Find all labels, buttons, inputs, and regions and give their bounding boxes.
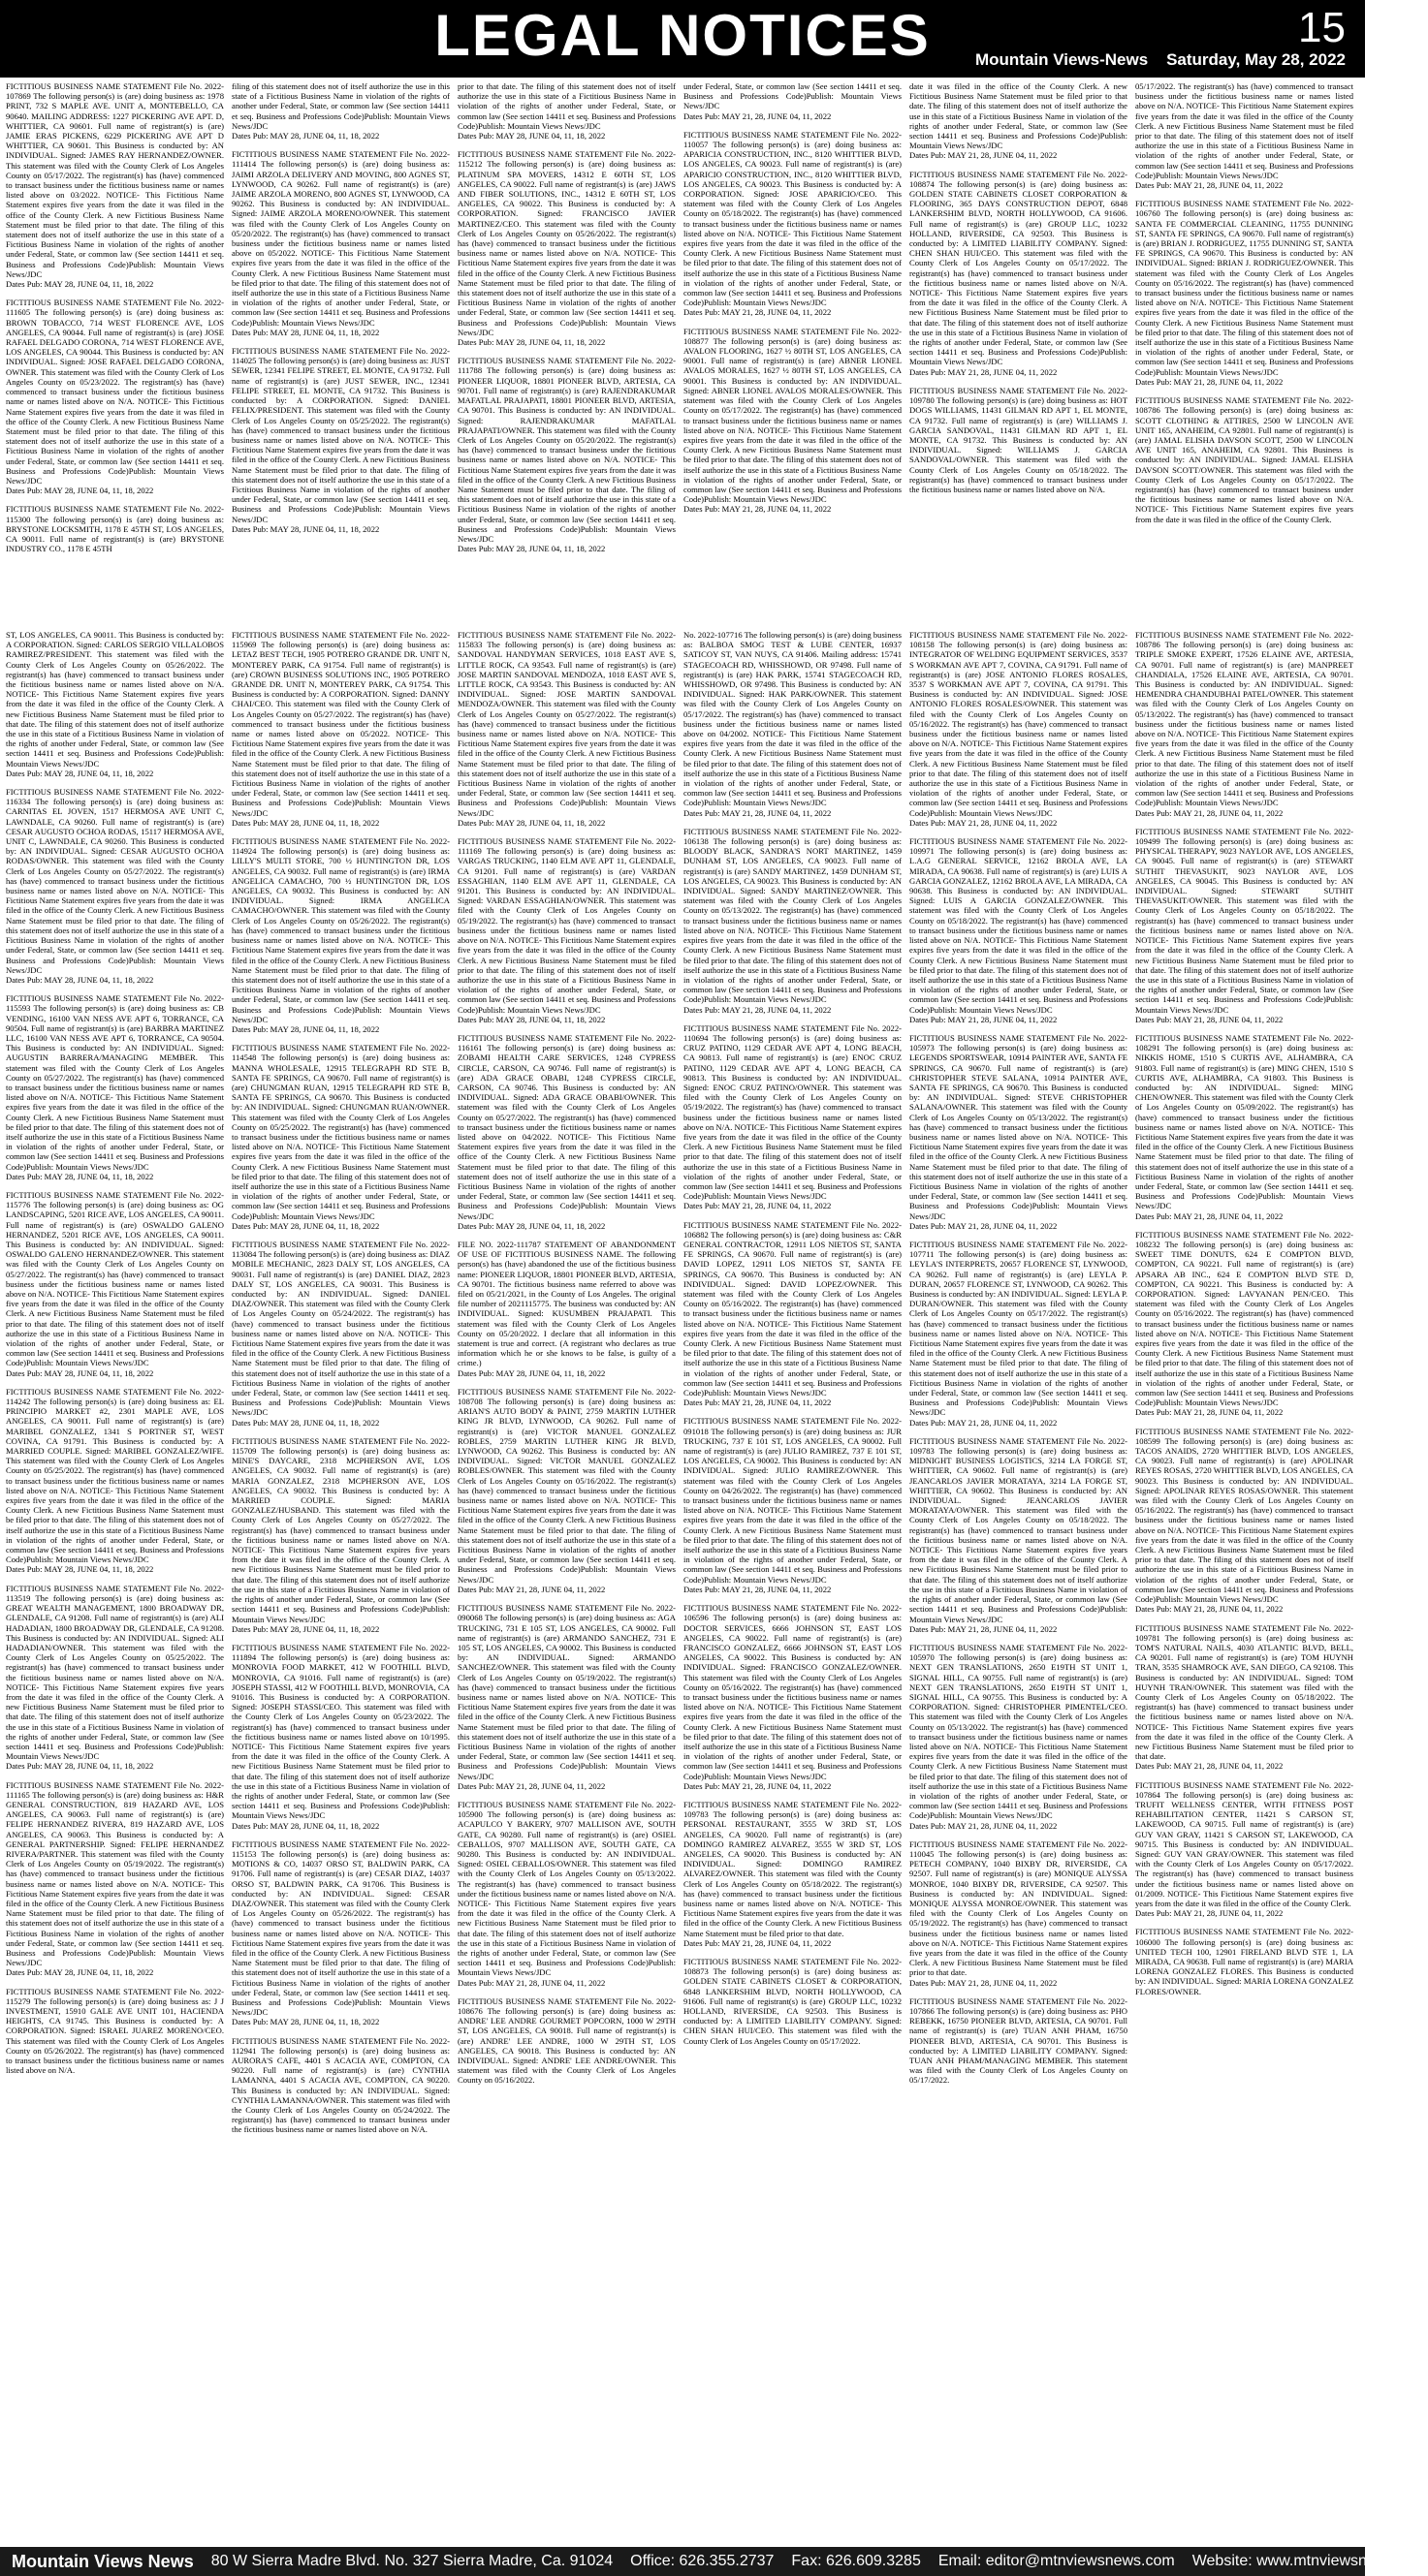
- notice-publish-dates: Dates Pub: MAY 21, 28, JUNE 04, 11, 2022: [683, 807, 832, 818]
- legal-notice: [1135, 827, 1353, 1024]
- legal-notice: [1135, 81, 1353, 190]
- notice-publish-dates: Dates Pub: MAY 21, 28, JUNE 04, 11, 2022: [683, 1584, 832, 1594]
- notice-text: FICTITIOUS BUSINESS NAME STATEMENT File No. 2022-114025 The following person(s) is (are) doing business as: JUST SEWER, 12341 FELIPE STREET, EL MONTE, CA 91732. Full name of registrant(s) is (are) JUST SEWER, INC., 12341 FELIPE STREET, EL MONTE, CA 91732. This Business is conducted by: A CORPORATION. Signed: DANIEL FELIX/PRESIDENT. This statement was filed with the County Clerk of Los Angeles County on 05/25/2022. The registrant(s) has (have) commenced to transact business under the fictitious business name or names listed above on N/A. NOTICE- This Fictitious Name Statement expires five years from the date it was filed in the office of the County Clerk. A new Fictitious Business Name Statement must be filed prior to that date. The filing of this statement does not of itself authorize the use in this state of a Fictitious Business Name in violation of the rights of another under Federal, State, or common law (See section 14411 et seq. Business and Professions Code)Publish: Mountain Views News/JDC: [232, 346, 450, 524]
- notice-text: FICTITIOUS BUSINESS NAME STATEMENT File No. 2022-116161 The following person(s) is (are) doing business as: ZOBAMI HEALTH CARE SERVICES, 1248 CYPRESS CIRCLE, CARSON, CA 90746. Full name of registrant(s) is (are) ADA GRACE OBABI, 1248 CYPRESS CIRCLE, CARSON, CA 90746. This Business is conducted by: AN INDIVIDUAL. Signed: ADA GRACE OBABI/OWNER. This statement was filed with the County Clerk of Los Angeles County on 05/27/2022. The registrant(s) has (have) commenced to transact business under the fictitious business name or names listed above on 04/2022. NOTICE- This Fictitious Name Statement expires five years from the date it was filed in the office of the County Clerk. A new Fictitious Business Name Statement must be filed prior to that date. The filing of this statement does not of itself authorize the use in this state of a Fictitious Business Name in violation of the rights of another under Federal, State, or common law (See section 14411 et seq. Business and Professions Code)Publish: Mountain Views News/JDC: [458, 1032, 676, 1221]
- legal-notice: [1135, 1623, 1353, 1772]
- legal-notice: [1135, 199, 1353, 387]
- notice-column: [6, 630, 224, 2545]
- notice-text: filing of this statement does not of itself authorize the use in this state of a Fictitious Business Name in violation of the rights of another under Federal, State, or common law (See section 14411 et seq. Business and Professions Code)Publish: Mountain Views News/JDC: [232, 81, 450, 131]
- notice-text: FICTITIOUS BUSINESS NAME STATEMENT File No. 2022-109783 The following person(s) is (are) doing business as: PERSONAL RESTAURANT, 3555 W 3RD ST, LOS ANGELES, CA 90020. Full name of registrant(s) is (are) DOMINGO RAMIREZ ALVAREZ, 3555 W 3RD ST, LOS ANGELES, CA 90020. This Business is conducted by: AN INDIVIDUAL. Signed: DOMINGO RAMIREZ ALVAREZ/OWNER. This statement was filed with the County Clerk of Los Angeles County on 05/18/2022. The registrant(s) has (have) commenced to transact business under the fictitious business name or names listed above on N/A. NOTICE- This Fictitious Name Statement expires five years from the date it was filed in the office of the County Clerk. A new Fictitious Business Name Statement must be filed prior to that date.: [683, 1799, 902, 1938]
- legal-notice: [232, 2036, 450, 2135]
- notice-text: FICTITIOUS BUSINESS NAME STATEMENT File No. 2022-109783 The following person(s) is (are) doing business as: MIDNIGHT BUSINESS LOGISTICS, 3214 LA FORGE ST, WHITTIER, CA 90602. Full name of registrant(s) is (are) JEANCARLOS JAVIER MORATAYA, 3214 LA FORGE ST, WHITTIER, CA 90602. This Business is conducted by: AN INDIVIDUAL. Signed: JEANCARLOS JAVIER MORATAYA/OWNER. This statement was filed with the County Clerk of Los Angeles County on 05/18/2022. The registrant(s) has (have) commenced to transact business under the fictitious business name or names listed above on N/A. NOTICE- This Fictitious Name Statement expires five years from the date it was filed in the office of the County Clerk. A new Fictitious Business Name Statement must be filed prior to that date. The filing of this statement does not of itself authorize the use in this state of a Fictitious Business Name in violation of the rights of another under Federal, State, or common law (See section 14411 et seq. Business and Professions Code)Publish: Mountain Views News/JDC: [909, 1435, 1127, 1624]
- legal-notice: [458, 1603, 676, 1791]
- notice-text: FICTITIOUS BUSINESS NAME STATEMENT File No. 2022-111788 The following person(s) is (are) doing business as: PIONEER LIQUOR, 18801 PIONEER BLVD, ARTESIA, CA 90701. Full name of registrant(s) is (are) RAJENDRAKUMAR MAFATLAL PRAJAPATI, 18801 PIONEER BLVD, ARTESIA, CA 90701. This Business is conducted by: AN INDIVIDUAL. Signed: RAJENDRAKUMAR MAFATLAL PRAJAPATI/OWNER. This statement was filed with the County Clerk of Los Angeles County on 05/20/2022. The registrant(s) has (have) commenced to transact business under the fictitious business name or names listed above on N/A. NOTICE- This Fictitious Name Statement expires five years from the date it was filed in the office of the County Clerk. A new Fictitious Business Name Statement must be filed prior to that date. The filing of this statement does not of itself authorize the use in this state of a Fictitious Business Name in violation of the rights of another under Federal, State, or common law (See section 14411 et seq. Business and Professions Code)Publish: Mountain Views News/JDC: [458, 356, 676, 544]
- footer-fax: Fax: 626.609.3285: [791, 2553, 921, 2569]
- legal-notice: [458, 149, 676, 347]
- notice-text: FICTITIOUS BUSINESS NAME STATEMENT File No. 2022-115969 The following person(s) is (are) doing business as: LETAZ BEST TECH, 1905 POTRERO GRANDE DR. UNIT N, MONTEREY PARK, CA 91754. Full name of registrant(s) is (are) CROWN BUSINESS SOLUTIONS INC, 1905 POTRERO GRANDE DR. UNIT N, MONTEREY PARK, CA 91754. This Business is conducted by: A CORPORATION. Signed: DANNY CHAI/CEO. This statement was filed with the County Clerk of Los Angeles County on 05/27/2022. The registrant(s) has (have) commenced to transact business under the fictitious business name or names listed above on 05/2022. NOTICE- This Fictitious Name Statement expires five years from the date it was filed in the office of the County Clerk. A new Fictitious Business Name Statement must be filed prior to that date. The filing of this statement does not of itself authorize the use in this state of a Fictitious Business Name in violation of the rights of another under Federal, State, or common law (See section 14411 et seq. Business and Professions Code)Publish: Mountain Views News/JDC: [232, 630, 450, 818]
- notice-text: FICTITIOUS BUSINESS NAME STATEMENT File No. 2022-114924 The following person(s) is (are) doing business as: LILLY'S MULTI STORE, 700 ½ HUNTINGTON DR, LOS ANGELES, CA 90032. Full name of registrant(s) is (are) IRMA ANGELICA CAMACHO, 700 ½ HUNTINGTON DR, LOS ANGELES, CA 90032. This Business is conducted by: AN INDIVIDUAL. Signed: IRMA ANGELICA CAMACHO/OWNER. This statement was filed with the County Clerk of Los Angeles County on 05/26/2022. The registrant(s) has (have) commenced to transact business under the fictitious business name or names listed above on N/A. NOTICE- This Fictitious Name Statement expires five years from the date it was filed in the office of the County Clerk. A new Fictitious Business Name Statement must be filed prior to that date. The filing of this statement does not of itself authorize the use in this state of a Fictitious Business Name in violation of the rights of another under Federal, State, or common law (See section 14411 et seq. Business and Professions Code)Publish: Mountain Views News/JDC: [232, 836, 450, 1024]
- notice-text: FICTITIOUS BUSINESS NAME STATEMENT File No. 2022-109780 The following person(s) is (are) doing business as: HOT DOGS WILLIAMS, 11431 GILMAN RD APT 1, EL MONTE, CA 91732. Full name of registrant(s) is (are) WILLIAMS J. GARCIA SANDOVAL, 11431 GILMAN RD APT 1, EL MONTE, CA 91732. This Business is conducted by: AN INDIVIDUAL. Signed: WILLIAMS J. GARCIA SANDOVAL/OWNER. This statement was filed with the County Clerk of Los Angeles County on 05/18/2022. The registrant(s) has (have) commenced to transact business under the fictitious business name or names listed above on N/A.: [909, 385, 1127, 494]
- notice-text: FICTITIOUS BUSINESS NAME STATEMENT File No. 2022-116334 The following person(s) is (are) doing business as: CARNITAS EL JOVEN, 1517 HERMOSA AVE UNIT C, LAWNDALE, CA 90260. Full name of registrant(s) is (are) CESAR AUGUSTO OCHOA RODAS, 15117 HERMOSA AVE, UNIT C, LAWNDALE, CA 90260. This Business is conducted by: AN INDIVIDUAL. Signed: CESAR AUGUSTO OCHOA RODAS/OWNER. This statement was filed with the County Clerk of Los Angeles County on 05/27/2022. The registrant(s) has (have) commenced to transact business under the fictitious business name or names listed above on N/A. NOTICE- This Fictitious Name Statement expires five years from the date it was filed in the office of the County Clerk. A new Fictitious Business Name Statement must be filed prior to that date. The filing of this statement does not of itself authorize the use in this state of a Fictitious Business Name in violation of the rights of another under Federal, State, or common law (See section 14411 et seq. Business and Professions Code)Publish: Mountain Views News/JDC: [6, 787, 224, 975]
- legal-notice: [232, 1043, 450, 1231]
- notice-column: [909, 81, 1127, 622]
- notice-publish-dates: Dates Pub: MAY 28, JUNE 04, 11, 18, 2022: [458, 337, 606, 348]
- legal-notice: [6, 298, 224, 495]
- legal-notice: [6, 630, 224, 778]
- notice-column: [683, 81, 902, 622]
- legal-notice: [1135, 1427, 1353, 1615]
- notice-publish-dates: Dates Pub: MAY 28, JUNE 04, 11, 18, 2022: [232, 1220, 380, 1231]
- footer-office-phone: Office: 626.355.2737: [630, 2553, 775, 2569]
- notice-text: FICTITIOUS BUSINESS NAME STATEMENT File No. 2022-114242 The following person(s) is (are) doing business as: EL PRINCIPIO MARKET #2, 2301 MAPLE AVE, LOS ANGELES, CA 90011. Full name of registrant(s) is (are) MARIBEL GONZALEZ, 1341 S PORTNER ST, WEST COVINA, CA 91791. This Business is conducted by: A MARRIED COUPLE. Signed: MARIBEL GONZALEZ/WIFE. This statement was filed with the County Clerk of Los Angeles County on 05/25/2022. The registrant(s) has (have) commenced to transact business under the fictitious business name or names listed above on N/A. NOTICE- This Fictitious Name Statement expires five years from the date it was filed in the office of the County Clerk. A new Fictitious Business Name Statement must be filed prior to that date. The filing of this statement does not of itself authorize the use in this state of a Fictitious Business Name in violation of the rights of another under Federal, State, or common law (See section 14411 et seq. Business and Professions Code)Publish: Mountain Views News/JDC: [6, 1386, 224, 1565]
- notice-text: FICTITIOUS BUSINESS NAME STATEMENT File No. 2022-111894 The following person(s) is (are) doing business as: MONROVIA FOOD MARKET, 412 W FOOTHILL BLVD, MONROVIA, CA 91016. Full name of registrant(s) is (are) JOSEPH STASSI, 412 W FOOTHILL BLVD, MONROVIA, CA 91016. This Business is conducted by: A CORPORATION. Signed: JOSEPH STASSI/CEO. This statement was filed with the County Clerk of Los Angeles County on 05/23/2022. The registrant(s) has (have) commenced to transact business under the fictitious business name or names listed above on 10/1995. NOTICE- This Fictitious Name Statement expires five years from the date it was filed in the office of the County Clerk. A new Fictitious Business Name Statement must be filed prior to that date. The filing of this statement does not of itself authorize the use in this state of a Fictitious Business Name in violation of the rights of another under Federal, State, or common law (See section 14411 et seq. Business and Professions Code)Publish: Mountain Views News/JDC: [232, 1642, 450, 1821]
- notice-text: FICTITIOUS BUSINESS NAME STATEMENT File No. 2022-110057 The following person(s) is (are) doing business as: APARICIA CONSTRUCTION, INC., 8120 WHITTIER BLVD, LOS ANGELES, CA 90023. Full name of registrant(s) is (are) APARICIO CONSTRUCTION, INC., 8120 WHITTIER BLVD, LOS ANGELES, CA 90023. This Business is conducted by: A CORPORATION. Signed: JOSE APARICIO/CEO. This statement was filed with the County Clerk of Los Angeles County on 05/18/2022. The registrant(s) has (have) commenced to transact business under the fictitious business name or names listed above on N/A. NOTICE- This Fictitious Name Statement expires five years from the date it was filed in the office of the County Clerk. A new Fictitious Business Name Statement must be filed prior to that date. The filing of this statement does not of itself authorize the use in this state of a Fictitious Business Name in violation of the rights of another under Federal, State, or common law (See section 14411 et seq. Business and Professions Code)Publish: Mountain Views News/JDC: [683, 129, 902, 308]
- notice-text: FICTITIOUS BUSINESS NAME STATEMENT File No. 2022-115300 The following person(s) is (are) doing business as: BRYSTONE LOCKSMITH, 1178 E 45TH ST, LOS ANGELES, CA 90011. Full name of registrant(s) is (are) BRYSTONE INDUSTRY CO., 1178 E 45TH: [6, 504, 224, 554]
- legal-notice: [909, 386, 1127, 494]
- notice-text: FICTITIOUS BUSINESS NAME STATEMENT File No. 2022-108291 The following person(s) is (are) doing business as: NIKKIS HOME, 1510 S CURTIS AVE, ALHAMBRA, CA 91803. Full name of registrant(s) is (are) MING CHEN, 1510 S CURTIS AVE, ALHAMBRA, CA 91803. This Business is conducted by: AN INDIVIDUAL. Signed: MING CHEN/OWNER. This statement was filed with the County Clerk of Los Angeles County on 05/09/2022. The registrant(s) has (have) commenced to transact business under the fictitious business name or names listed above on N/A. NOTICE- This Fictitious Name Statement expires five years from the date it was filed in the office of the County Clerk. A new Fictitious Business Name Statement must be filed prior to that date. The filing of this statement does not of itself authorize the use in this state of a Fictitious Business Name in violation of the rights of another under Federal, State, or common law (See section 14411 et seq. Business and Professions Code)Publish: Mountain Views News/JDC: [1135, 1032, 1353, 1211]
- footer-email: Email: editor@mtnviewsnews.com: [937, 2553, 1175, 2569]
- notice-column: [6, 81, 224, 622]
- notice-text: FICTITIOUS BUSINESS NAME STATEMENT File No. 2022-108877 The following person(s) is (are) doing business as: AVALON FLOORING, 1627 ½ 80TH ST, LOS ANGELES, CA 90001. Full name of registrant(s) is (are) ABNER LIONEL AVALOS MORALES, 1627 ½ 80TH ST, LOS ANGELES, CA 90001. This Business is conducted by: AN INDIVIDUAL. Signed: ABNER LIONEL AVALOS MORALES/OWNER. This statement was filed with the County Clerk of Los Angeles County on 05/17/2022. The registrant(s) has (have) commenced to transact business under the fictitious business name or names listed above on N/A. NOTICE- This Fictitious Name Statement expires five years from the date it was filed in the office of the County Clerk. A new Fictitious Business Name Statement must be filed prior to that date. The filing of this statement does not of itself authorize the use in this state of a Fictitious Business Name in violation of the rights of another under Federal, State, or common law (See section 14411 et seq. Business and Professions Code)Publish: Mountain Views News/JDC: [683, 326, 902, 505]
- notice-text: FICTITIOUS BUSINESS NAME STATEMENT File No. 2022-108874 The following person(s) is (are) doing business as: GOLDEN STATE CABINETS CLOSET CORPORATION & FLOORING, 365 DAYS CONSTRUCTION DEPOT, 6848 LANKERSHIM BLVD, NORTH HOLLYWOOD, CA 91606. Full name of registrant(s) is (are) GROUP LLC, 10232 HOLLAND, RIVERSIDE, CA 92503. This Business is conducted by: A LIMITED LIABILITY COMPANY. Signed: CHEN SHAN HUI/CEO. This statement was filed with the County Clerk of Los Angeles County on 05/17/2022. The registrant(s) has (have) commenced to transact business under the fictitious business name or names listed above on N/A. NOTICE- This Fictitious Name Statement expires five years from the date it was filed in the office of the County Clerk. A new Fictitious Business Name Statement must be filed prior to that date. The filing of this statement does not of itself authorize the use in this state of a Fictitious Business Name in violation of the rights of another under Federal, State, or common law (See section 14411 et seq. Business and Professions Code)Publish: Mountain Views News/JDC: [909, 169, 1127, 367]
- notice-text: FICTITIOUS BUSINESS NAME STATEMENT File No. 2022-106760 The following person(s) is (are) doing business as: SANTA FE COMMERCIAL CLEANING, 11755 DUNNING ST, SANTA FE SPRINGS, CA 90670. Full name of registrant(s) is (are) BRIAN J. RODRIGUEZ, 11755 DUNNING ST, SANTA FE SPRINGS, CA 90670. This Business is conducted by: AN INDIVIDUAL. Signed: BRIAN J. RODRIGUEZ/OWNER. This statement was filed with the County Clerk of Los Angeles County on 05/16/2022. The registrant(s) has (have) commenced to transact business under the fictitious business name or names listed above on N/A. NOTICE- This Fictitious Name Statement expires five years from the date it was filed in the office of the County Clerk. A new Fictitious Business Name Statement must be filed prior to that date. The filing of this statement does not of itself authorize the use in this state of a Fictitious Business Name in violation of the rights of another under Federal, State, or common law (See section 14411 et seq. Business and Professions Code)Publish: Mountain Views News/JDC: [1135, 199, 1353, 377]
- legal-notice: [232, 1436, 450, 1634]
- notice-column: [458, 630, 676, 2545]
- legal-notice: [683, 81, 902, 121]
- notice-text: FICTITIOUS BUSINESS NAME STATEMENT File No. 2022-108873 The following person(s) is (are) doing business as: GOLDEN STATE CABINETS CLOSET & CORPORATION, 6848 LANKERSHIM BLVD, NORTH HOLLYWOOD, CA 91606. Full name of registrant(s) is (are) GROUP LLC, 10232 HOLLAND, RIVERSIDE, CA 92503. This Business is conducted by: A LIMITED LIABILITY COMPANY. Signed: CHEN SHAN HUI/CEO. This statement was filed with the County Clerk of Los Angeles County on 05/17/2022.: [683, 1957, 902, 2046]
- notice-text: FICTITIOUS BUSINESS NAME STATEMENT File No. 2022-107711 The following person(s) is (are) doing business as: LEYLA'S INTERPRETS, 20657 FLORENCE ST, LYNWOOD, CA 90262. Full name of registrant(s) is (are) LEYLA P. DURAN, 20657 FLORENCE ST, LYNWOOD, CA 90262. This Business is conducted by: AN INDIVIDUAL. Signed: LEYLA P. DURAN/OWNER. This statement was filed with the County Clerk of Los Angeles County on 05/17/2022. The registrant(s) has (have) commenced to transact business under the fictitious business name or names listed above on N/A. NOTICE- This Fictitious Name Statement expires five years from the date it was filed in the office of the County Clerk. A new Fictitious Business Name Statement must be filed prior to that date. The filing of this statement does not of itself authorize the use in this state of a Fictitious Business Name in violation of the rights of another under Federal, State, or common law (See section 14411 et seq. Business and Professions Code)Publish: Mountain Views News/JDC: [909, 1239, 1127, 1418]
- legal-notice: [1135, 630, 1353, 818]
- notice-text: FICTITIOUS BUSINESS NAME STATEMENT File No. 2022-112941 The following person(s) is (are) doing business as: AURORA'S CAFE, 4401 S ACACIA AVE, COMPTON, CA 90220. Full name of registrant(s) is (are) CYNTHIA LAMANNA, 4401 S ACACIA AVE, COMPTON, CA 90220. This Business is conducted by: AN INDIVIDUAL. Signed: CYNTHIA LAMANNA/OWNER. This statement was filed with the County Clerk of Los Angeles County on 05/24/2022. The registrant(s) has (have) commenced to transact business under the fictitious business name or names listed above on N/A.: [232, 2035, 450, 2135]
- notice-text: No. 2022-107716 The following person(s) is (are) doing business as: BALBOA SMOG TEST & LUBE CENTER, 16937 SATICOY ST, VAN NUYS, CA 91406. Mailing address: 15741 STAGECOACH RD, WHISSHOWD, OR 97498. Full name of registrant(s) is (are) HAK PARK, 15741 STAGECOACH RD, WHISSHOWD, OR 97498. This Business is conducted by: AN INDIVIDUAL. Signed: HAK PARK/OWNER. This statement was filed with the County Clerk of Los Angeles County on 05/17/2022. The registrant(s) has (have) commenced to transact business under the fictitious business name or names listed above on 04/2002. NOTICE- This Fictitious Name Statement expires five years from the date it was filed in the office of the County Clerk. A new Fictitious Business Name Statement must be filed prior to that date. The filing of this statement does not of itself authorize the use in this state of a Fictitious Business Name in violation of the rights of another under Federal, State, or common law (See section 14411 et seq. Business and Professions Code)Publish: Mountain Views News/JDC: [683, 630, 902, 808]
- legal-notice: [232, 630, 450, 828]
- notice-publish-dates: Dates Pub: MAY 21, 28, JUNE 04, 11, 2022: [1135, 376, 1284, 387]
- notice-text: FICTITIOUS BUSINESS NAME STATEMENT File No. 2022-115279 The following person(s) is (are) doing business as: J J INVESTMENT, 15910 GALE AVE UNIT 101, HACIENDA HEIGHTS, CA 91745. This Business is conducted by: A CORPORATION. Signed: ISRAEL JUAREZ MORENO/CEO. This statement was filed with the County Clerk of Los Angeles County on 05/26/2022. The registrant(s) has (have) commenced to transact business under the fictitious business name or names listed above on N/A.: [6, 1986, 224, 2076]
- notice-publish-dates: Dates Pub: MAY 21, 28, JUNE 04, 11, 2022: [909, 366, 1058, 377]
- legal-notice: [6, 81, 224, 289]
- notice-text: FICTITIOUS BUSINESS NAME STATEMENT File No. 2022-115709 The following person(s) is (are) doing business as: MINE'S DAYCARE, 2318 MCPHERSON AVE, LOS ANGELES, CA 90032. Full name of registrant(s) is (are) MARIA GONZALEZ, 2318 MCPHERSON AVE, LOS ANGELES, CA 90032. This Business is conducted by: A MARRIED COUPLE. Signed: MARIA GONZALEZ/HUSBAND. This statement was filed with the County Clerk of Los Angeles County on 05/27/2022. The registrant(s) has (have) commenced to transact business under the fictitious business name or names listed above on N/A. NOTICE- This Fictitious Name Statement expires five years from the date it was filed in the office of the County Clerk. A new Fictitious Business Name Statement must be filed prior to that date. The filing of this statement does not of itself authorize the use in this state of a Fictitious Business Name in violation of the rights of another under Federal, State, or common law (See section 14411 et seq. Business and Professions Code)Publish: Mountain Views News/JDC: [232, 1435, 450, 1624]
- notice-publish-dates: Dates Pub: MAY 21, 28, JUNE 04, 11, 2022: [1135, 1908, 1284, 1919]
- notice-text: FICTITIOUS BUSINESS NAME STATEMENT File No. 2022-108232 The following person(s) is (are) doing business as: SWEET TIME DONUTS, 624 E COMPTON BLVD, COMPTON, CA 90221. Full name of registrant(s) is (are) APSARA AB INC., 624 E COMPTON BLVD STE D, COMPTON, CA 90221. This Business is conducted by: A CORPORATION. Signed: LAVYANAN PEN/CEO. This statement was filed with the County Clerk of Los Angeles County on 05/16/2022. The registrant(s) has (have) commenced to transact business under the fictitious business name or names listed above on N/A. NOTICE- This Fictitious Name Statement expires five years from the date it was filed in the office of the County Clerk. A new Fictitious Business Name Statement must be filed prior to that date. The filing of this statement does not of itself authorize the use in this state of a Fictitious Business Name in violation of the rights of another under Federal, State, or common law (See section 14411 et seq. Business and Professions Code)Publish: Mountain Views News/JDC: [1135, 1229, 1353, 1408]
- notice-text: FICTITIOUS BUSINESS NAME STATEMENT File No. 2022-105973 The following person(s) is (are) doing business as: LEGENDS SPORTSWEAR, 10914 PAINTER AVE, SANTA FE SPRINGS, CA 90670. Full name of registrant(s) is (are) CHRISTOPHER STEVE SALANA, 10914 PAINTER AVE, SANTA FE SPRINGS, CA 90670. This Business is conducted by: AN INDIVIDUAL. Signed: STEVE CHRISTOPHER SALANA/OWNER. This statement was filed with the County Clerk of Los Angeles County on 05/13/2022. The registrant(s) has (have) commenced to transact business under the fictitious business name or names listed above on N/A. NOTICE- This Fictitious Name Statement expires five years from the date it was filed in the office of the County Clerk. A new Fictitious Business Name Statement must be filed prior to that date. The filing of this statement does not of itself authorize the use in this state of a Fictitious Business Name in violation of the rights of another under Federal, State, or common law (See section 14411 et seq. Business and Professions Code)Publish: Mountain Views News/JDC: [909, 1032, 1127, 1221]
- notice-publish-dates: Dates Pub: MAY 21, 28, JUNE 04, 11, 2022: [1135, 180, 1284, 191]
- notices-area: [6, 81, 1359, 2545]
- notice-publish-dates: Dates Pub: MAY 28, JUNE 04, 11, 18, 2022: [6, 768, 154, 778]
- legal-notice: [232, 1643, 450, 1831]
- notice-publish-dates: Dates Pub: MAY 28, JUNE 04, 11, 18, 2022: [232, 327, 380, 337]
- notice-publish-dates: Dates Pub: MAY 28, JUNE 04, 11, 18, 2022: [458, 1367, 606, 1378]
- legal-notice: [232, 1839, 450, 2027]
- notice-publish-dates: Dates Pub: MAY 28, JUNE 04, 11, 18, 2022: [232, 1820, 380, 1831]
- notice-publish-dates: Dates Pub: MAY 28, JUNE 04, 11, 18, 2022: [6, 279, 154, 290]
- notice-publish-dates: Dates Pub: MAY 28, JUNE 04, 11, 18, 2022: [6, 1564, 154, 1575]
- legal-notice: [6, 993, 224, 1181]
- notice-publish-dates: Dates Pub: MAY 21, 28, JUNE 04, 11, 2022: [909, 1623, 1058, 1634]
- notice-text: FICTITIOUS BUSINESS NAME STATEMENT File No. 2022-091018 The following person(s) is (are) doing business as: JUR TRUCKING, 737 E 101 ST, LOS ANGELES, CA 90002. Full name of registrant(s) is (are) JULIO RAMIREZ, 737 E 101 ST, LOS ANGELES, CA 90002. This Business is conducted by: AN INDIVIDUAL. Signed: JULIO RAMIREZ/OWNER. This statement was filed with the County Clerk of Los Angeles County on 04/26/2022. The registrant(s) has (have) commenced to transact business under the fictitious business name or names listed above on N/A. NOTICE- This Fictitious Name Statement expires five years from the date it was filed in the office of the County Clerk. A new Fictitious Business Name Statement must be filed prior to that date. The filing of this statement does not of itself authorize the use in this state of a Fictitious Business Name in violation of the rights of another under Federal, State, or common law (See section 14411 et seq. Business and Professions Code)Publish: Mountain Views News/JDC: [683, 1416, 902, 1585]
- notice-publish-dates: Dates Pub: MAY 21, 28, JUNE 04, 11, 2022: [458, 1780, 606, 1791]
- footer-paper-name: Mountain Views News: [12, 2551, 194, 2571]
- legal-notice: [909, 1436, 1127, 1634]
- notice-publish-dates: Dates Pub: MAY 21, 28, JUNE 04, 11, 2022: [683, 110, 832, 121]
- legal-notice: [683, 1603, 902, 1791]
- notice-text: FICTITIOUS BUSINESS NAME STATEMENT File No. 2022-113519 The following person(s) is (are) doing business as: GREAT WEALTH MANAGEMENT, 1800 BROADWAY DR, GLENDALE, CA 91208. Full name of registrant(s) is (are) ALI HADADIAN, 1800 BROADWAY DR, GLENDALE, CA 91208. This Business is conducted by: AN INDIVIDUAL. Signed: ALI HADADIAN/OWNER. This statement was filed with the County Clerk of Los Angeles County on 05/25/2022. The registrant(s) has (have) commenced to transact business under the fictitious business name or names listed above on N/A. NOTICE- This Fictitious Name Statement expires five years from the date it was filed in the office of the County Clerk. A new Fictitious Business Name Statement must be filed prior to that date. The filing of this statement does not of itself authorize the use in this state of a Fictitious Business Name in violation of the rights of another under Federal, State, or common law (See section 14411 et seq. Business and Professions Code)Publish: Mountain Views News/JDC: [6, 1583, 224, 1762]
- legal-notice: [909, 170, 1127, 377]
- notice-publish-dates: Dates Pub: MAY 28, JUNE 04, 11, 18, 2022: [458, 1014, 606, 1024]
- notice-text: FICTITIOUS BUSINESS NAME STATEMENT File No. 2022-106882 The following person(s) is (are) doing business as: C&R GENERAL CONTRACTOR, 12911 LOS NIETOS ST, SANTA FE SPRINGS, CA 90670. Full name of registrant(s) is (are) DAVID LOPEZ, 12911 LOS NIETOS ST, SANTA FE SPRINGS, CA 90670. This Business is conducted by: AN INDIVIDUAL. Signed: DAVID LOPEZ/OWNER. This statement was filed with the County Clerk of Los Angeles County on 05/16/2022. The registrant(s) has (have) commenced to transact business under the fictitious business name or names listed above on N/A. NOTICE- This Fictitious Name Statement expires five years from the date it was filed in the office of the County Clerk. A new Fictitious Business Name Statement must be filed prior to that date. The filing of this statement does not of itself authorize the use in this state of a Fictitious Business Name in violation of the rights of another under Federal, State, or common law (See section 14411 et seq. Business and Professions Code)Publish: Mountain Views News/JDC: [683, 1219, 902, 1398]
- legal-notice: [909, 1839, 1127, 1988]
- notice-publish-dates: Dates Pub: MAY 21, 28, JUNE 04, 11, 2022: [1135, 1014, 1284, 1024]
- legal-notice: [1135, 1230, 1353, 1418]
- notice-publish-dates: Dates Pub: MAY 28, JUNE 04, 11, 18, 2022: [458, 1220, 606, 1231]
- legal-notice: [232, 1240, 450, 1428]
- notice-text: FICTITIOUS BUSINESS NAME STATEMENT File No. 2022-111165 The following person(s) is (are) doing business as: H&R GENERAL CONSTRUCTION, 819 HAZARD AVE, LOS ANGELES, CA 90063. Full name of registrant(s) is (are) FELIPE HERNANDEZ RIVERA, 819 HAZARD AVE, LOS ANGELES, CA 90063. This Business is conducted by: A GENERAL PARTNERSHIP. Signed: FELIPE HERNANDEZ RIVERA/PARTNER. This statement was filed with the County Clerk of Los Angeles County on 05/19/2022. The registrant(s) has (have) commenced to transact business under the fictitious business name or names listed above on N/A. NOTICE- This Fictitious Name Statement expires five years from the date it was filed in the office of the County Clerk. A new Fictitious Business Name Statement must be filed prior to that date. The filing of this statement does not of itself authorize the use in this state of a Fictitious Business Name in violation of the rights of another under Federal, State, or common law (See section 14411 et seq. Business and Professions Code)Publish: Mountain Views News/JDC: [6, 1779, 224, 1968]
- notice-publish-dates: Dates Pub: MAY 21, 28, JUNE 04, 11, 2022: [458, 1584, 606, 1594]
- notice-publish-dates: Dates Pub: MAY 21, 28, JUNE 04, 11, 2022: [909, 1014, 1058, 1024]
- notice-publish-dates: Dates Pub: MAY 21, 28, JUNE 04, 11, 2022: [1135, 1407, 1284, 1418]
- page-title: LEGAL NOTICES: [434, 3, 931, 68]
- legal-notice: [458, 1996, 676, 2086]
- notice-publish-dates: Dates Pub: MAY 21, 28, JUNE 04, 11, 2022: [683, 1201, 832, 1211]
- notice-text: FICTITIOUS BUSINESS NAME STATEMENT File No. 2022-113084 The following person(s) is (are) doing business as: DIAZ MOBILE MECHANIC, 2823 DALY ST, LOS ANGELES, CA 90031. Full name of registrant(s) is (are) DANIEL DIAZ, 2823 DALY ST, LOS ANGELES, CA 90031. This Business is conducted by: AN INDIVIDUAL. Signed: DANIEL DIAZ/OWNER. This statement was filed with the County Clerk of Los Angeles County on 05/24/2022. The registrant(s) has (have) commenced to transact business under the fictitious business name or names listed above on N/A. NOTICE- This Fictitious Name Statement expires five years from the date it was filed in the office of the County Clerk. A new Fictitious Business Name Statement must be filed prior to that date. The filing of this statement does not of itself authorize the use in this state of a Fictitious Business Name in violation of the rights of another under Federal, State, or common law (See section 14411 et seq. Business and Professions Code)Publish: Mountain Views News/JDC: [232, 1239, 450, 1418]
- notice-text: FICTITIOUS BUSINESS NAME STATEMENT File No. 2022-105970 The following person(s) is (are) doing business as: NEXT GEN TRANSLATIONS, 2650 E19TH ST UNIT 1, SIGNAL HILL, CA 90755. Full name of registrant(s) is (are) NEXT GEN TRANSLATIONS, 2650 E19TH ST UNIT 1, SIGNAL HILL, CA 90755. This Business is conducted by: A CORPORATION. Signed: CHRISTOPHER PIMENTEL/CEO. This statement was filed with the County Clerk of Los Angeles County on 05/13/2022. The registrant(s) has (have) commenced to transact business under the fictitious business name or names listed above on N/A. NOTICE- This Fictitious Name Statement expires five years from the date it was filed in the office of the County Clerk. A new Fictitious Business Name Statement must be filed prior to that date. The filing of this statement does not of itself authorize the use in this state of a Fictitious Business Name in violation of the rights of another under Federal, State, or common law (See section 14411 et seq. Business and Professions Code)Publish: Mountain Views News/JDC: [909, 1642, 1127, 1821]
- legal-notice: [232, 836, 450, 1034]
- notice-publish-dates: Dates Pub: MAY 28, JUNE 04, 11, 18, 2022: [232, 1417, 380, 1428]
- notice-text: FICTITIOUS BUSINESS NAME STATEMENT File No. 2022-109781 The following person(s) is (are) doing business as: TOM'S NATURAL NAILS, 4030 ATLANTIC BLVD, BELL, CA 90201. Full name of registrant(s) is (are) TOM HUYNH TRAN, 3535 SHAMROCK AVE, SAN DIEGO, CA 92108. This Business is conducted by: AN INDIVIDUAL. Signed: TOM HUYNH TRAN/OWNER. This statement was filed with the County Clerk of Los Angeles County on 05/18/2022. The registrant(s) has (have) commenced to transact business under the fictitious business name or names listed above on N/A. NOTICE- This Fictitious Name Statement expires five years from the date it was filed in the office of the County Clerk. A new Fictitious Business Name Statement must be filed prior to that date.: [1135, 1622, 1353, 1762]
- notice-text: FICTITIOUS BUSINESS NAME STATEMENT File No. 2022-106000 The following person(s) is (are) doing business as: UNITED TECH 100, 12901 FIRELAND BLVD STE 1, LA MIRADA, CA 90638. Full name of registrant(s) is (are) MARIA LORENA GONZALEZ FLORES. This Business is conducted by: AN INDIVIDUAL. Signed: MARIA LORENA GONZALEZ FLORES/OWNER.: [1135, 1927, 1353, 1996]
- notice-text: FICTITIOUS BUSINESS NAME STATEMENT File No. 2022-106596 The following person(s) is (are) doing business as: DOCTOR SERVICES, 6666 JOHNSON ST, EAST LOS ANGELES, CA 90022. Full name of registrant(s) is (are) FRANCISCO GONZALEZ, 6666 JOHNSON ST, EAST LOS ANGELES, CA 90022. This Business is conducted by: AN INDIVIDUAL. Signed: FRANCISCO GONZALEZ/OWNER. This statement was filed with the County Clerk of Los Angeles County on 05/16/2022. The registrant(s) has (have) commenced to transact business under the fictitious business name or names listed above on N/A. NOTICE- This Fictitious Name Statement expires five years from the date it was filed in the office of the County Clerk. A new Fictitious Business Name Statement must be filed prior to that date. The filing of this statement does not of itself authorize the use in this state of a Fictitious Business Name in violation of the rights of another under Federal, State, or common law (See section 14411 et seq. Business and Professions Code)Publish: Mountain Views News/JDC: [683, 1603, 902, 1781]
- notice-text: FILE NO. 2022-111787 STATEMENT OF ABANDONMENT OF USE OF FICTITIOUS BUSINESS NAME. The following person(s) has (have) abandoned the use of the fictitious business name: PIONEER LIQUOR, 18801 PIONEER BLVD, ARTESIA, CA 90701. The fictitious business name referred to above was filed on 05/21/2021, in the County of Los Angeles. The original file number of 2021115775. The business was conducted by: AN INDIVIDUAL. Signed: KUSUMBEN PRAJAPATI. This statement was filed with the County Clerk of Los Angeles County on 05/20/2022. I declare that all information in this statement is true and correct. (A registrant who declares as true information which he or she knows to be false, is guilty of a crime.): [458, 1239, 676, 1368]
- notice-text: FICTITIOUS BUSINESS NAME STATEMENT File No. 2022-115593 The following person(s) is (are) doing business as: CB VENDING, 16100 VAN NESS AVE APT 6, TORRANCE, CA 90504. Full name of registrant(s) is (are) BARBRA MARTINEZ LLC, 16100 VAN NESS AVE APT 6, TORRANCE, CA 90504. This Business is conducted by: AN INDIVIDUAL. Signed: AUGUSTIN BARRERA/MANAGING MEMBER. This statement was filed with the County Clerk of Los Angeles County on 05/27/2022. The registrant(s) has (have) commenced to transact business under the fictitious business name or names listed above on N/A. NOTICE- This Fictitious Name Statement expires five years from the date it was filed in the office of the County Clerk. A new Fictitious Business Name Statement must be filed prior to that date. The filing of this statement does not of itself authorize the use in this state of a Fictitious Business Name in violation of the rights of another under Federal, State, or common law (See section 14411 et seq. Business and Professions Code)Publish: Mountain Views News/JDC: [6, 993, 224, 1172]
- notice-text: FICTITIOUS BUSINESS NAME STATEMENT File No. 2022-115153 The following person(s) is (are) doing business as: MOTIONS & CO, 14037 ORSO ST, BALDWIN PARK, CA 91706. Full name of registrant(s) is (are) CESAR DIAZ, 14037 ORSO ST, BALDWIN PARK, CA 91706. This Business is conducted by: AN INDIVIDUAL. Signed: CESAR DIAZ/OWNER. This statement was filed with the County Clerk of Los Angeles County on 05/26/2022. The registrant(s) has (have) commenced to transact business under the fictitious business name or names listed above on N/A. NOTICE- This Fictitious Name Statement expires five years from the date it was filed in the office of the County Clerk. A new Fictitious Business Name Statement must be filed prior to that date. The filing of this statement does not of itself authorize the use in this state of a Fictitious Business Name in violation of the rights of another under Federal, State, or common law (See section 14411 et seq. Business and Professions Code)Publish: Mountain Views News/JDC: [232, 1838, 450, 2018]
- notice-publish-dates: Dates Pub: MAY 28, JUNE 04, 11, 18, 2022: [232, 1623, 380, 1634]
- legal-notice: [232, 81, 450, 141]
- notices-band-main: [6, 630, 1359, 2545]
- notice-text: FICTITIOUS BUSINESS NAME STATEMENT File No. 2022-108786 The following person(s) is (are) doing business as: TRIPLE SMOKE EXPERT, 17526 ELAINE AVE, ARTESIA, CA 90701. Full name of registrant(s) is (are) MANPREET CHANDIALA, 17526 ELAINE AVE, ARTESIA, CA 90701. This Business is conducted by: AN INDIVIDUAL. Signed: HEMENDRA CHANDUBHAI PATEL/OWNER. This statement was filed with the County Clerk of Los Angeles County on 05/13/2022. The registrant(s) has (have) commenced to transact business under the fictitious business name or names listed above on N/A. NOTICE- This Fictitious Name Statement expires five years from the date it was filed in the office of the County Clerk. A new Fictitious Business Name Statement must be filed prior to that date. The filing of this statement does not of itself authorize the use in this state of a Fictitious Business Name in violation of the rights of another under Federal, State, or common law (See section 14411 et seq. Business and Professions Code)Publish: Mountain Views News/JDC: [1135, 630, 1353, 808]
- notice-text: under Federal, State, or common law (See section 14411 et seq. Business and Professions Code)Publish: Mountain Views News/JDC: [683, 81, 902, 111]
- legal-notice: [683, 1220, 902, 1408]
- notices-band-top: [6, 81, 1359, 622]
- notice-publish-dates: Dates Pub: MAY 21, 28, JUNE 04, 11, 2022: [909, 150, 1058, 161]
- legal-notice: [909, 81, 1127, 161]
- legal-notice: [1135, 1780, 1353, 1919]
- masthead: [0, 0, 1365, 78]
- notice-publish-dates: Dates Pub: MAY 28, JUNE 04, 11, 18, 2022: [232, 131, 380, 141]
- paper-name: Mountain Views-News: [974, 50, 1149, 69]
- notice-publish-dates: Dates Pub: MAY 28, JUNE 04, 11, 18, 2022: [458, 817, 606, 828]
- legal-notice: [909, 1240, 1127, 1428]
- legal-notice: [6, 1987, 224, 2076]
- notice-column: [1135, 81, 1353, 622]
- notice-publish-dates: Dates Pub: MAY 28, JUNE 04, 11, 18, 2022: [232, 523, 380, 534]
- notice-text: FICTITIOUS BUSINESS NAME STATEMENT File No. 2022-108676 The following person(s) is (are) doing business as: ANDRE' LEE ANDRE GOURMET POPCORN, 1000 W 29TH ST, LOS ANGELES, CA 90018. Full name of registrant(s) is (are) ANDRE' LEE ANDRE, 1000 W 29TH ST, LOS ANGELES, CA 90018. This Business is conducted by: AN INDIVIDUAL. Signed: ANDRE' LEE ANDRE/OWNER. This statement was filed with the County Clerk of Los Angeles County on 05/16/2022.: [458, 1995, 676, 2086]
- notice-text: FICTITIOUS BUSINESS NAME STATEMENT File No. 2022-114548 The following person(s) is (are) doing business as: MANNA WHOLESALE, 12915 TELEGRAPH RD STE B, SANTA FE SPRINGS, CA 90670. Full name of registrant(s) is (are) CHUNGMAN RUAN, 12915 TELEGRAPH RD STE B, SANTA FE SPRINGS, CA 90670. This Business is conducted by: AN INDIVIDUAL. Signed: CHUNGMAN RUAN/OWNER. This statement was filed with the County Clerk of Los Angeles County on 05/25/2022. The registrant(s) has (have) commenced to transact business under the fictitious business name or names listed above on N/A. NOTICE- This Fictitious Name Statement expires five years from the date it was filed in the office of the County Clerk. A new Fictitious Business Name Statement must be filed prior to that date. The filing of this statement does not of itself authorize the use in this state of a Fictitious Business Name in violation of the rights of another under Federal, State, or common law (See section 14411 et seq. Business and Professions Code)Publish: Mountain Views News/JDC: [232, 1043, 450, 1221]
- notice-text: FICTITIOUS BUSINESS NAME STATEMENT File No. 2022-105900 The following person(s) is (are) doing business as: ACAPULCO Y BAKERY, 9707 MALLISON AVE, SOUTH GATE, CA 90280. Full name of registrant(s) is (are) OSIEL CEBALLOS, 9707 MALLISON AVE, SOUTH GATE, CA 90280. This Business is conducted by: AN INDIVIDUAL. Signed: OSIEL CEBALLOS/OWNER. This statement was filed with the County Clerk of Los Angeles County on 05/13/2022. The registrant(s) has (have) commenced to transact business under the fictitious business name or names listed above on N/A. NOTICE- This Fictitious Name Statement expires five years from the date it was filed in the office of the County Clerk. A new Fictitious Business Name Statement must be filed prior to that date. The filing of this statement does not of itself authorize the use in this state of a Fictitious Business Name in violation of the rights of another under Federal, State, or common law (See section 14411 et seq. Business and Professions Code)Publish: Mountain Views News/JDC: [458, 1799, 676, 1978]
- legal-notice: [683, 1957, 902, 2046]
- notice-publish-dates: Dates Pub: MAY 21, 28, JUNE 04, 11, 2022: [683, 1004, 832, 1015]
- notice-column: [232, 81, 450, 622]
- notice-text: FICTITIOUS BUSINESS NAME STATEMENT File No. 2022-108599 The following person(s) is (are) doing business as: TACOS ANAIDS, 2720 WHITTIER BLVD, LOS ANGELES, CA 90023. Full name of registrant(s) is (are) APOLINAR REYES ROSAS, 2720 WHITTIER BLVD, LOS ANGELES, CA 90023. This Business is conducted by: AN INDIVIDUAL. Signed: APOLINAR REYES ROSAS/OWNER. This statement was filed with the County Clerk of Los Angeles County on 05/16/2022. The registrant(s) has (have) commenced to transact business under the fictitious business name or names listed above on N/A. NOTICE- This Fictitious Name Statement expires five years from the date it was filed in the office of the County Clerk. A new Fictitious Business Name Statement must be filed prior to that date. The filing of this statement does not of itself authorize the use in this state of a Fictitious Business Name in violation of the rights of another under Federal, State, or common law (See section 14411 et seq. Business and Professions Code)Publish: Mountain Views News/JDC: [1135, 1426, 1353, 1605]
- masthead-subline: [975, 50, 1346, 70]
- legal-notice: [458, 1033, 676, 1231]
- notice-text: FICTITIOUS BUSINESS NAME STATEMENT File No. 2022-106138 The following person(s) is (are) doing business as: BLOODY BLACK, SANDRA'S NORT MARTINEZ, 1459 DUNHAM ST, LOS ANGELES, CA 90023. Full name of registrant(s) is (are) SANDY MARTINEZ, 1459 DUNHAM ST, LOS ANGELES, CA 90023. This Business is conducted by: AN INDIVIDUAL. Signed: SANDY MARTINEZ/OWNER. This statement was filed with the County Clerk of Los Angeles County on 05/13/2022. The registrant(s) has (have) commenced to transact business under the fictitious business name or names listed above on N/A. NOTICE- This Fictitious Name Statement expires five years from the date it was filed in the office of the County Clerk. A new Fictitious Business Name Statement must be filed prior to that date. The filing of this statement does not of itself authorize the use in this state of a Fictitious Business Name in violation of the rights of another under Federal, State, or common law (See section 14411 et seq. Business and Professions Code)Publish: Mountain Views News/JDC: [683, 826, 902, 1005]
- legal-notice: [6, 787, 224, 985]
- notice-publish-dates: Dates Pub: MAY 21, 28, JUNE 04, 11, 2022: [683, 307, 832, 318]
- legal-notice: [683, 1023, 902, 1211]
- notice-publish-dates: Dates Pub: MAY 28, JUNE 04, 11, 18, 2022: [458, 131, 606, 141]
- notice-publish-dates: Dates Pub: MAY 28, JUNE 04, 11, 18, 2022: [6, 1171, 154, 1181]
- notice-text: ST, LOS ANGELES, CA 90011. This Business is conducted by: A CORPORATION. Signed: CARLOS SERGIO VILLALOBOS RAMIREZ/PRESIDENT. This statement was filed with the County Clerk of Los Angeles County on 05/26/2022. The registrant(s) has (have) commenced to transact business under the fictitious business name or names listed above on N/A. NOTICE- This Fictitious Name Statement expires five years from the date it was filed in the office of the County Clerk. A new Fictitious Business Name Statement must be filed prior to that date. The filing of this statement does not of itself authorize the use in this state of a Fictitious Business Name in violation of the rights of another under Federal, State, or common law (See section 14411 et seq. Business and Professions Code)Publish: Mountain Views News/JDC: [6, 630, 224, 769]
- footer-website: Website: www.mtnviewsnews.com: [1191, 2553, 1428, 2569]
- legal-notice: [6, 1190, 224, 1378]
- notice-text: FICTITIOUS BUSINESS NAME STATEMENT File No. 2022-107864 The following person(s) is (are) doing business as: TRUFIT WELLNESS CENTER, WITH FITNESS POST REHABILITATION CENTER, 11421 S CARSON ST, LAKEWOOD, CA 90715. Full name of registrant(s) is (are) GUY VAN GRAY, 11421 S CARSON ST, LAKEWOOD, CA 90715. This Business is conducted by: AN INDIVIDUAL. Signed: GUY VAN GRAY/OWNER. This statement was filed with the County Clerk of Los Angeles County on 05/17/2022. The registrant(s) has (have) commenced to transact business under the fictitious business name or names listed above on 01/2009. NOTICE- This Fictitious Name Statement expires five years from the date it was filed in the office of the County Clerk.: [1135, 1779, 1353, 1908]
- legal-notice: [6, 1780, 224, 1978]
- notice-column: [458, 81, 676, 622]
- notice-publish-dates: Dates Pub: MAY 21, 28, JUNE 04, 11, 2022: [909, 817, 1058, 828]
- legal-notice: [458, 1800, 676, 1988]
- legal-notice: [458, 1387, 676, 1594]
- legal-notice: [1135, 1927, 1353, 1995]
- legal-notice: [683, 1800, 902, 1948]
- legal-notice: [909, 1643, 1127, 1831]
- notice-text: FICTITIOUS BUSINESS NAME STATEMENT File No. 2022-109499 The following person(s) is (are) doing business as: PHYSICAL THERAPY, 9023 NAYLOR AVE, LOS ANGELES, CA 90045. Full name of registrant(s) is (are) STEWART SUTHIT THEVASUKIT, 9023 NAYLOR AVE, LOS ANGELES, CA 90045. This Business is conducted by: AN INDIVIDUAL. Signed: STEWART SUTHIT THEVASUKIT/OWNER. This statement was filed with the County Clerk of Los Angeles County on 05/18/2022. The registrant(s) has (have) commenced to transact business under the fictitious business name or names listed above on N/A. NOTICE- This Fictitious Name Statement expires five years from the date it was filed in the office of the County Clerk. A new Fictitious Business Name Statement must be filed prior to that date. The filing of this statement does not of itself authorize the use in this state of a Fictitious Business Name in violation of the rights of another under Federal, State, or common law (See section 14411 et seq. Business and Professions Code)Publish: Mountain Views News/JDC: [1135, 826, 1353, 1015]
- legal-notice: [1135, 1033, 1353, 1221]
- legal-notice: [1135, 395, 1353, 524]
- legal-notice: [6, 504, 224, 553]
- notice-text: FICTITIOUS BUSINESS NAME STATEMENT File No. 2022-115833 The following person(s) is (are) doing business as: SANDOVAL HANDYMAN SERVICES, 1018 EAST AVE S, LITTLE ROCK, CA 93543. Full name of registrant(s) is (are) JOSE MARTIN SANDOVAL MENDOZA, 1018 EAST AVE S, LITTLE ROCK, CA 93543. This Business is conducted by: AN INDIVIDUAL. Signed: JOSE MARTIN SANDOVAL MENDOZA/OWNER. This statement was filed with the County Clerk of Los Angeles County on 05/27/2022. The registrant(s) has (have) commenced to transact business under the fictitious business name or names listed above on N/A. NOTICE- This Fictitious Name Statement expires five years from the date it was filed in the office of the County Clerk. A new Fictitious Business Name Statement must be filed prior to that date. The filing of this statement does not of itself authorize the use in this state of a Fictitious Business Name in violation of the rights of another under Federal, State, or common law (See section 14411 et seq. Business and Professions Code)Publish: Mountain Views News/JDC: [458, 630, 676, 818]
- notice-publish-dates: Dates Pub: MAY 28, JUNE 04, 11, 18, 2022: [6, 1367, 154, 1378]
- notice-column: [232, 630, 450, 2545]
- notice-text: FICTITIOUS BUSINESS NAME STATEMENT File No. 2022-108708 The following person(s) is (are) doing business as: ARIAN'S AUTO BODY & PAINT, 2759 MARTIN LUTHER KING JR BLVD, LYNWOOD, CA 90262. Full name of registrant(s) is (are) VICTOR MANUEL GONZALEZ ROBLES, 2759 MARTIN LUTHER KING JR BLVD, LYNWOOD, CA 90262. This Business is conducted by: AN INDIVIDUAL. Signed: VICTOR MANUEL GONZALEZ ROBLES/OWNER. This statement was filed with the County Clerk of Los Angeles County on 05/16/2022. The registrant(s) has (have) commenced to transact business under the fictitious business name or names listed above on N/A. NOTICE- This Fictitious Name Statement expires five years from the date it was filed in the office of the County Clerk. A new Fictitious Business Name Statement must be filed prior to that date. The filing of this statement does not of itself authorize the use in this state of a Fictitious Business Name in violation of the rights of another under Federal, State, or common law (See section 14411 et seq. Business and Professions Code)Publish: Mountain Views News/JDC: [458, 1386, 676, 1585]
- notice-publish-dates: Dates Pub: MAY 21, 28, JUNE 04, 11, 2022: [1135, 1761, 1284, 1772]
- notice-publish-dates: Dates Pub: MAY 28, JUNE 04, 11, 18, 2022: [6, 1967, 154, 1978]
- legal-notice: [683, 130, 902, 318]
- notice-text: 05/17/2022. The registrant(s) has (have) commenced to transact business under the fictitious business name or names listed above on N/A. NOTICE- This Fictitious Name Statement expires five years from the date it was filed in the office of the County Clerk. A new Fictitious Business Name Statement must be filed prior to that date. The filing of this statement does not of itself authorize the use in this state of a Fictitious Business Name in violation of the rights of another under Federal, State, or common law (See section 14411 et seq. Business and Professions Code)Publish: Mountain Views News/JDC: [1135, 81, 1353, 180]
- notice-publish-dates: Dates Pub: MAY 21, 28, JUNE 04, 11, 2022: [683, 1780, 832, 1791]
- notice-text: FICTITIOUS BUSINESS NAME STATEMENT File No. 2022-115776 The following person(s) is (are) doing business as: OG LANDSCAPING, 5201 RICE AVE, LOS ANGELES, CA 90011. Full name of registrant(s) is (are) OSWALDO GALENO HERNANDEZ, 5201 RICE AVE, LOS ANGELES, CA 90011. This Business is conducted by: AN INDIVIDUAL. Signed: OSWALDO GALENO HERNANDEZ/OWNER. This statement was filed with the County Clerk of Los Angeles County on 05/27/2022. The registrant(s) has (have) commenced to transact business under the fictitious business name or names listed above on N/A. NOTICE- This Fictitious Name Statement expires five years from the date it was filed in the office of the County Clerk. A new Fictitious Business Name Statement must be filed prior to that date. The filing of this statement does not of itself authorize the use in this state of a Fictitious Business Name in violation of the rights of another under Federal, State, or common law (See section 14411 et seq. Business and Professions Code)Publish: Mountain Views News/JDC: [6, 1189, 224, 1368]
- notice-publish-dates: Dates Pub: MAY 21, 28, JUNE 04, 11, 2022: [909, 1820, 1058, 1831]
- notice-column: [683, 630, 902, 2545]
- notice-text: FICTITIOUS BUSINESS NAME STATEMENT File No. 2022-111414 The following person(s) is (are) doing business as: JAIMI ARZOLA DELIVERY AND MOVING, 800 AGNES ST, LYNWOOD, CA 90262. Full name of registrant(s) is (are) JAIME ARZOLA MORENO, 800 AGNES ST, LYNWOOD, CA 90262. This Business is conducted by: AN INDIVIDUAL. Signed: JAIME ARZOLA MORENO/OWNER. This statement was filed with the County Clerk of Los Angeles County on 05/20/2022. The registrant(s) has (have) commenced to transact business under the fictitious business name or names listed above on 05/2022. NOTICE- This Fictitious Name Statement expires five years from the date it was filed in the office of the County Clerk. A new Fictitious Business Name Statement must be filed prior to that date. The filing of this statement does not of itself authorize the use in this state of a Fictitious Business Name in violation of the rights of another under Federal, State, or common law (See section 14411 et seq. Business and Professions Code)Publish: Mountain Views News/JDC: [232, 149, 450, 328]
- legal-notice: [683, 630, 902, 818]
- legal-notice: [909, 1996, 1127, 2086]
- notice-text: prior to that date. The filing of this statement does not of itself authorize the use in this state of a Fictitious Business Name in violation of the rights of another under Federal, State, or common law (See section 14411 et seq. Business and Professions Code)Publish: Mountain Views News/JDC: [458, 81, 676, 131]
- notice-text: FICTITIOUS BUSINESS NAME STATEMENT File No. 2022-090068 The following person(s) is (are) doing business as: AGA TRUCKING, 731 E 105 ST, LOS ANGELES, CA 90002. Full name of registrant(s) is (are) ARMANDO SANCHEZ, 731 E 105 ST, LOS ANGELES, CA 90002. This Business is conducted by: AN INDIVIDUAL. Signed: ARMANDO SANCHEZ/OWNER. This statement was filed with the County Clerk of Los Angeles County on 05/19/2022. The registrant(s) has (have) commenced to transact business under the fictitious business name or names listed above on N/A. NOTICE- This Fictitious Name Statement expires five years from the date it was filed in the office of the County Clerk. A new Fictitious Business Name Statement must be filed prior to that date. The filing of this statement does not of itself authorize the use in this state of a Fictitious Business Name in violation of the rights of another under Federal, State, or common law (See section 14411 et seq. Business and Professions Code)Publish: Mountain Views News/JDC: [458, 1603, 676, 1781]
- legal-notice: [683, 827, 902, 1015]
- legal-notice: [683, 1416, 902, 1594]
- legal-notice: [458, 630, 676, 828]
- notice-publish-dates: Dates Pub: MAY 21, 28, JUNE 04, 11, 2022: [1135, 1604, 1284, 1615]
- notice-text: FICTITIOUS BUSINESS NAME STATEMENT File No. 2022-110045 The following person(s) is (are) doing business as: PETECH COMPANY, 1040 BIXBY DR, RIVERSIDE, CA 92507. Full name of registrant(s) is (are) MONIQUE ALYSSA MONROE, 1040 BIXBY DR, RIVERSIDE, CA 92507. This Business is conducted by: AN INDIVIDUAL. Signed: MONIQUE ALYSSA MONROE/OWNER. This statement was filed with the County Clerk of Los Angeles County on 05/19/2022. The registrant(s) has (have) commenced to transact business under the fictitious business name or names listed above on N/A. NOTICE- This Fictitious Name Statement expires five years from the date it was filed in the office of the County Clerk. A new Fictitious Business Name Statement must be filed prior to that date.: [909, 1838, 1127, 1978]
- legal-notice: [232, 149, 450, 337]
- notice-text: FICTITIOUS BUSINESS NAME STATEMENT File No. 2022-108786 The following person(s) is (are) doing business as: SCOTT CLOTHING & ATTIRES, 2500 W LINCOLN AVE UNIT 165, ANAHEIM, CA 92801. Full name of registrant(s) is (are) JAMAL ELISHA DAVSON SCOTT, 2500 W LINCOLN AVE UNIT 165, ANAHEIM, CA 92801. This Business is conducted by: AN INDIVIDUAL. Signed: JAMAL ELISHA DAVSON SCOTT/OWNER. This statement was filed with the County Clerk of Los Angeles County on 05/17/2022. The registrant(s) has (have) commenced to transact business under the fictitious business name or names listed above on N/A. NOTICE- This Fictitious Name Statement expires five years from the date it was filed in the office of the County Clerk.: [1135, 395, 1353, 524]
- notice-column: [909, 630, 1127, 2545]
- notice-publish-dates: Dates Pub: MAY 21, 28, JUNE 04, 11, 2022: [1135, 1210, 1284, 1221]
- notice-publish-dates: Dates Pub: MAY 28, JUNE 04, 11, 18, 2022: [458, 544, 606, 554]
- notice-text: FICTITIOUS BUSINESS NAME STATEMENT File No. 2022-111605 The following person(s) is (are) doing business as: BROWN TOBACCO, 714 WEST FLORENCE AVE, LOS ANGELES, CA 90044. Full name of registrant(s) is (are) JOSE RAFAEL DELGADO CORONA, 714 WEST FLORENCE AVE, LOS ANGELES, CA 90044. This Business is conducted by: AN INDIVIDUAL. Signed: JOSE RAFAEL DELGADO CORONA, OWNER. This statement was filed with the County Clerk of Los Angeles County on 05/23/2022. The registrant(s) has (have) commenced to transact business under the fictitious business name or names listed above on N/A. NOTICE- This Fictitious Name Statement expires five years from the date it was filed in the office of the County Clerk. A new Fictitious Business Name Statement must be filed prior to that date. The filing of this statement does not of itself authorize the use in this state of a Fictitious Business Name in violation of the rights of another under Federal, State, or common law (See section 14411 et seq. Business and Professions Code)Publish: Mountain Views News/JDC: [6, 298, 224, 486]
- legal-notice: [909, 1033, 1127, 1231]
- notice-publish-dates: Dates Pub: MAY 21, 28, JUNE 04, 11, 2022: [909, 1977, 1058, 1988]
- legal-notice: [6, 1584, 224, 1772]
- notice-text: FICTITIOUS BUSINESS NAME STATEMENT File No. 2022-111169 The following person(s) is (are) doing business as: VARGAS TRUCKING, 1140 ELM AVE APT 11, GLENDALE, CA 91201. Full name of registrant(s) is (are) VARDAN ESSAGHIAN, 1140 ELM AVE APT 11, GLENDALE, CA 91201. This Business is conducted by: AN INDIVIDUAL. Signed: VARDAN ESSAGHIAN/OWNER. This statement was filed with the County Clerk of Los Angeles County on 05/19/2022. The registrant(s) has (have) commenced to transact business under the fictitious business name or names listed above on N/A. NOTICE- This Fictitious Name Statement expires five years from the date it was filed in the office of the County Clerk. A new Fictitious Business Name Statement must be filed prior to that date. The filing of this statement does not of itself authorize the use in this state of a Fictitious Business Name in violation of the rights of another under Federal, State, or common law (See section 14411 et seq. Business and Professions Code)Publish: Mountain Views News/JDC: [458, 836, 676, 1015]
- legal-notice: [458, 81, 676, 141]
- notice-publish-dates: Dates Pub: MAY 28, JUNE 04, 11, 18, 2022: [232, 1023, 380, 1034]
- notice-publish-dates: Dates Pub: MAY 21, 28, JUNE 04, 11, 2022: [683, 1937, 832, 1948]
- legal-notice: [6, 1387, 224, 1575]
- notice-text: FICTITIOUS BUSINESS NAME STATEMENT File No. 2022-115212 The following person(s) is (are) doing business as: PLATINUM SPA MOVERS, 14312 E 60TH ST, LOS ANGELES, CA 90022. Full name of registrant(s) is (are) JAWS AND FIBER SOLUTIONS, INC., 14312 E 60TH ST, LOS ANGELES, CA 90022. This Business is conducted by: A CORPORATION. Signed: FRANCISCO JAVIER MARTINEZ/CEO. This statement was filed with the County Clerk of Los Angeles County on 05/26/2022. The registrant(s) has (have) commenced to transact business under the fictitious business name or names listed above on N/A. NOTICE- This Fictitious Name Statement expires five years from the date it was filed in the office of the County Clerk. A new Fictitious Business Name Statement must be filed prior to that date. The filing of this statement does not of itself authorize the use in this state of a Fictitious Business Name in violation of the rights of another under Federal, State, or common law (See section 14411 et seq. Business and Professions Code)Publish: Mountain Views News/JDC: [458, 149, 676, 337]
- notice-text: date it was filed in the office of the County Clerk. A new Fictitious Business Name Statement must be filed prior to that date. The filing of this statement does not of itself authorize the use in this state of a Fictitious Business Name in violation of the rights of another under Federal, State, or common law (See section 14411 et seq. Business and Professions Code)Publish: Mountain Views News/JDC: [909, 81, 1127, 151]
- notice-publish-dates: Dates Pub: MAY 21, 28, JUNE 04, 11, 2022: [683, 1398, 832, 1408]
- notice-text: FICTITIOUS BUSINESS NAME STATEMENT File No. 2022-107869 The following person(s) is (are) doing business as: 1978 PRINT, 732 S MAPLE AVE. UNIT A, MONTEBELLO, CA 90640. MAILING ADDRESS: 1227 PICKERING AVE APT. D, WHITTIER, CA 90601. Full name of registrant(s) is (are) JAMIE ERAS PICKENS, 6229 PICKERING AVE APT D WHITTIER, CA 90601. This Business is conducted by: AN INDIVIDUAL. Signed: JAMES RAY HERNANDEZ/OWNER. This statement was filed with the County Clerk of Los Angeles County on 05/17/2022. The registrant(s) has (have) commenced to transact business under the fictitious business name or names listed above on 03/2022. NOTICE- This Fictitious Name Statement expires five years from the date it was filed in the office of the County Clerk. A new Fictitious Business Name Statement must be filed prior to that date. The filing of this statement does not of itself authorize the use in this state of a Fictitious Business Name in violation of the rights of another under Federal, State, or common law (See section 14411 et seq. Business and Professions Code)Publish: Mountain Views News/JDC: [6, 81, 224, 279]
- legal-notice: [458, 836, 676, 1024]
- notice-text: FICTITIOUS BUSINESS NAME STATEMENT File No. 2022-108158 The following person(s) is (are) doing business as: INTEGRATOR OF WELDING EQUIPMENT SERVICES, 3537 S WORKMAN AVE APT 7, COVINA, CA 91791. Full name of registrant(s) is (are) JOSE ANTONIO FLORES ROSALES, 3537 S WORKMAN AVE APT 7, COVINA, CA 91791. This Business is conducted by: AN INDIVIDUAL. Signed: JOSE ANTONIO FLORES ROSALES/OWNER. This statement was filed with the County Clerk of Los Angeles County on 05/16/2022. The registrant(s) has (have) commenced to transact business under the fictitious business name or names listed above on N/A. NOTICE- This Fictitious Name Statement expires five years from the date it was filed in the office of the County Clerk. A new Fictitious Business Name Statement must be filed prior to that date. The filing of this statement does not of itself authorize the use in this state of a Fictitious Business Name in violation of the rights of another under Federal, State, or common law (See section 14411 et seq. Business and Professions Code)Publish: Mountain Views News/JDC: [909, 630, 1127, 818]
- notice-text: FICTITIOUS BUSINESS NAME STATEMENT File No. 2022-107866 The following person(s) is (are) doing business as: PHO REBEKK, 16750 PIONEER BLVD, ARTESIA, CA 90701. Full name of registrant(s) is (are) TUAN ANH PHAM, 16750 PIONEER BLVD, ARTESIA, CA 90701. This Business is conducted by: A LIMITED LIABILITY COMPANY. Signed: TUAN ANH PHAM/MANAGING MEMBER. This statement was filed with the County Clerk of Los Angeles County on 05/17/2022.: [909, 1995, 1127, 2086]
- legal-notice: [909, 630, 1127, 828]
- footer-address: 80 W Sierra Madre Blvd. No. 327 Sierra Madre, Ca. 91024: [210, 2553, 614, 2569]
- notice-publish-dates: Dates Pub: MAY 28, JUNE 04, 11, 18, 2022: [6, 1761, 154, 1772]
- notice-publish-dates: Dates Pub: MAY 21, 28, JUNE 04, 11, 2022: [1135, 807, 1284, 818]
- legal-notice: [458, 1240, 676, 1378]
- notice-publish-dates: Dates Pub: MAY 21, 28, JUNE 04, 11, 2022: [909, 1417, 1058, 1428]
- legal-notice: [458, 356, 676, 553]
- notice-publish-dates: Dates Pub: MAY 28, JUNE 04, 11, 18, 2022: [232, 817, 380, 828]
- legal-notice: [683, 327, 902, 515]
- legal-notice: [232, 346, 450, 534]
- notice-publish-dates: Dates Pub: MAY 21, 28, JUNE 04, 11, 2022: [458, 1977, 606, 1988]
- page-number: 15: [1298, 4, 1346, 51]
- notice-text: FICTITIOUS BUSINESS NAME STATEMENT File No. 2022-110694 The following person(s) is (are) doing business as: CRUZ PATINO, 1129 CEDAR AVE APT 4, LONG BEACH, CA 90813. Full name of registrant(s) is (are) ENOC CRUZ PATINO, 1129 CEDAR AVE APT 4, LONG BEACH, CA 90813. This Business is conducted by: AN INDIVIDUAL. Signed: ENOC CRUZ PATINO/OWNER. This statement was filed with the County Clerk of Los Angeles County on 05/19/2022. The registrant(s) has (have) commenced to transact business under the fictitious business name or names listed above on N/A. NOTICE- This Fictitious Name Statement expires five years from the date it was filed in the office of the County Clerk. A new Fictitious Business Name Statement must be filed prior to that date. The filing of this statement does not of itself authorize the use in this state of a Fictitious Business Name in violation of the rights of another under Federal, State, or common law (See section 14411 et seq. Business and Professions Code)Publish: Mountain Views News/JDC: [683, 1022, 902, 1202]
- notice-publish-dates: Dates Pub: MAY 28, JUNE 04, 11, 18, 2022: [6, 974, 154, 985]
- notice-publish-dates: Dates Pub: MAY 28, JUNE 04, 11, 18, 2022: [232, 2017, 380, 2027]
- page-footer: [0, 2547, 1428, 2576]
- legal-notice: [909, 836, 1127, 1024]
- notice-publish-dates: Dates Pub: MAY 28, JUNE 04, 11, 18, 2022: [6, 486, 154, 496]
- notice-column: [1135, 630, 1353, 2545]
- notice-publish-dates: Dates Pub: MAY 21, 28, JUNE 04, 11, 2022: [683, 504, 832, 515]
- notice-publish-dates: Dates Pub: MAY 21, 28, JUNE 04, 11, 2022: [909, 1220, 1058, 1231]
- issue-date: Saturday, May 28, 2022: [1166, 50, 1346, 69]
- notice-text: FICTITIOUS BUSINESS NAME STATEMENT File No. 2022-109971 The following person(s) is (are) doing business as: L.A.G GENERAL SERVICE, 12162 BROLA AVE, LA MIRADA, CA 90638. Full name of registrant(s) is (are) LUIS A GARCIA GONZALEZ, 12162 BROLA AVE, LA MIRADA, CA 90638. This Business is conducted by: AN INDIVIDUAL. Signed: LUIS A GARCIA GONZALEZ/OWNER. This statement was filed with the County Clerk of Los Angeles County on 05/18/2022. The registrant(s) has (have) commenced to transact business under the fictitious business name or names listed above on N/A. NOTICE- This Fictitious Name Statement expires five years from the date it was filed in the office of the County Clerk. A new Fictitious Business Name Statement must be filed prior to that date. The filing of this statement does not of itself authorize the use in this state of a Fictitious Business Name in violation of the rights of another under Federal, State, or common law (See section 14411 et seq. Business and Professions Code)Publish: Mountain Views News/JDC: [909, 836, 1127, 1015]
